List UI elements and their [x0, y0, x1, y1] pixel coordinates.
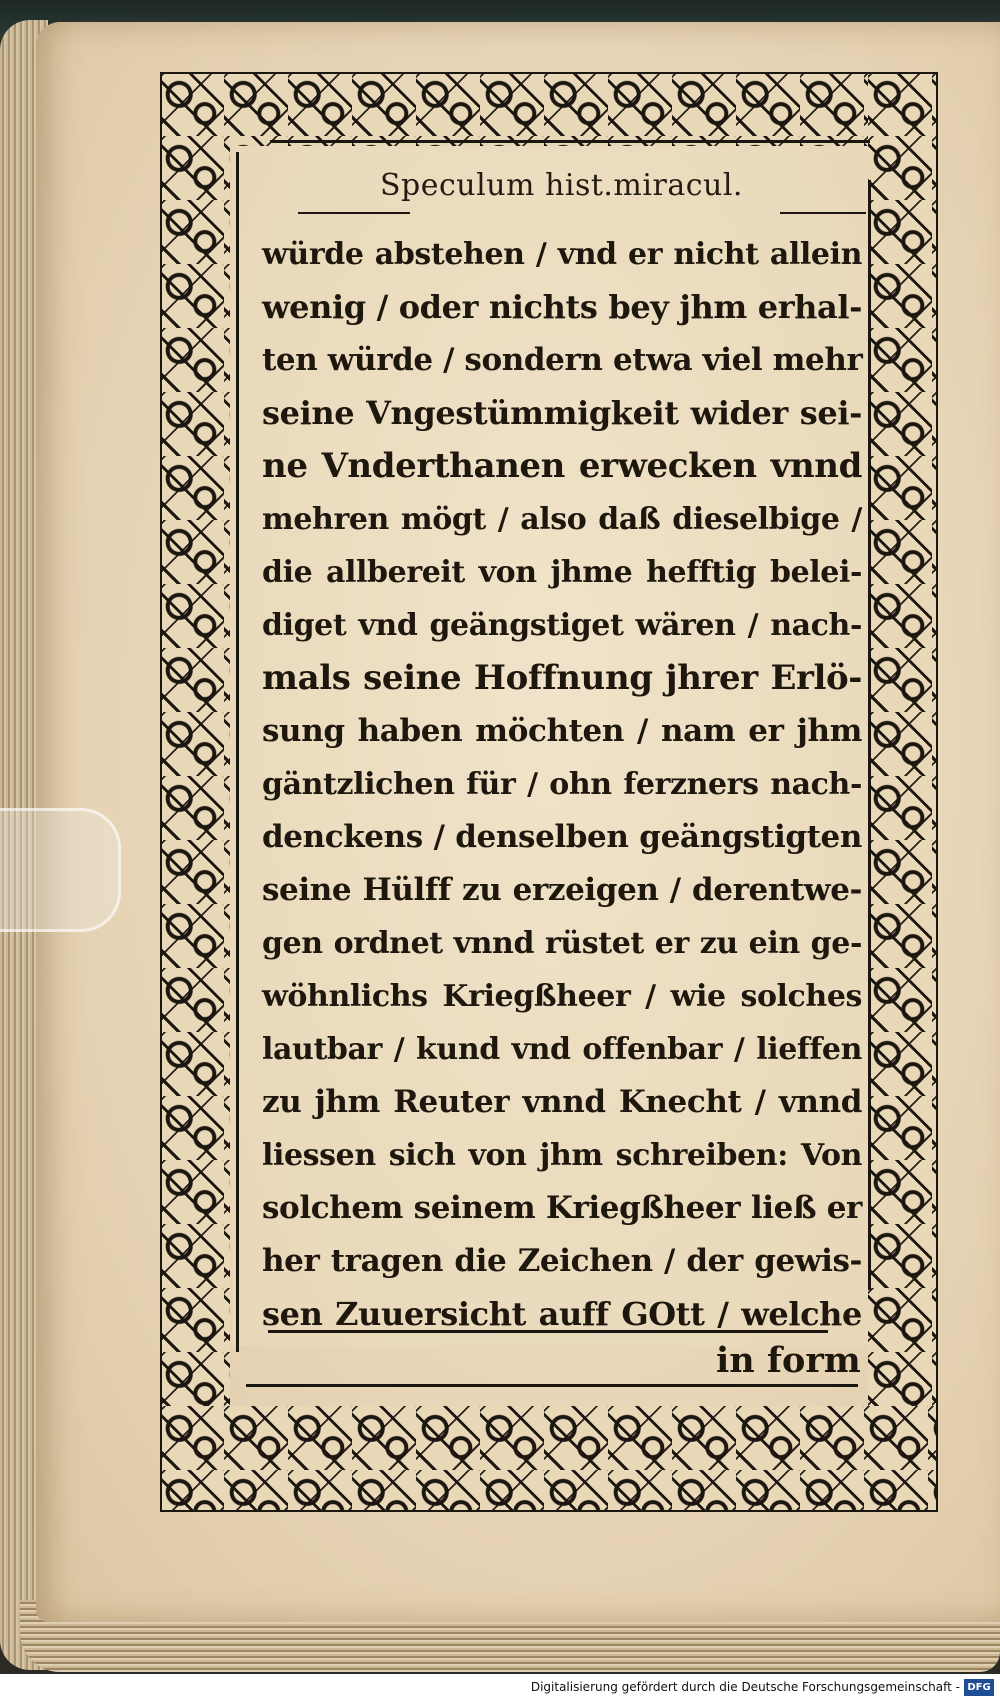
text-lines [262, 228, 862, 1341]
footer-bar [0, 1674, 1000, 1703]
text-line: zu jhm Reuter vnnd Knecht / vnnd [262, 1084, 862, 1120]
text-line: würde abstehen / vnd er nicht allein [262, 237, 862, 272]
text-line: wöhnlichs Kriegßheer / wie solches [262, 979, 862, 1014]
text-line: ten würde / sondern etwa viel mehr [262, 342, 863, 378]
rule-right [868, 180, 871, 1290]
dfg-logo-icon: DFG [964, 1679, 994, 1696]
text-line: liessen sich von jhm schreiben: Von [262, 1138, 862, 1173]
running-head: Speculum hist.miracul. [380, 168, 743, 203]
page-tab-clip [0, 808, 121, 932]
text-line: mals seine Hoffnung jhrer Erlö- [262, 658, 862, 698]
text-line: die allbereit von jhme hefftig belei- [262, 555, 862, 590]
text-line: diget vnd geängstiget wären / nach- [262, 608, 862, 643]
text-line: gäntzlichen für / ohn ferzners nach- [262, 767, 862, 802]
rule-top [270, 140, 870, 143]
text-line: solchem seinem Kriegßheer ließ er [262, 1190, 862, 1226]
funding-credit: Digitalisierung gefördert durch die Deutsche Forschungsgemeinschaft - [530, 1680, 960, 1694]
text-line: lautbar / kund vnd offenbar / lieffen [262, 1032, 862, 1067]
text-line: her tragen die Zeichen / der gewis- [262, 1243, 862, 1279]
rule-head-left [298, 212, 410, 214]
rule-left [236, 152, 239, 1352]
text-line: denckens / denselben geängstigten [262, 819, 862, 855]
text-line: ne Vnderthanen erwecken vnnd [262, 446, 862, 486]
text-line: sen Zuuersicht auff GOtt / welche [262, 1295, 862, 1333]
text-line: seine Vngestümmigkeit wider sei- [262, 394, 862, 432]
rule-bottom [246, 1384, 858, 1387]
text-line: gen ordnet vnnd rüstet er zu ein ge- [262, 926, 862, 961]
text-line: wenig / oder nichts bey jhm erhal- [262, 288, 862, 326]
rule-head-right [780, 212, 866, 214]
text-line: seine Hülff zu erzeigen / derentwe- [262, 872, 862, 908]
text-line: mehren mögt / also daß dieselbige / [262, 502, 862, 537]
catchword: in form [716, 1340, 861, 1381]
text-line: sung haben möchten / nam er jhm [262, 713, 862, 749]
